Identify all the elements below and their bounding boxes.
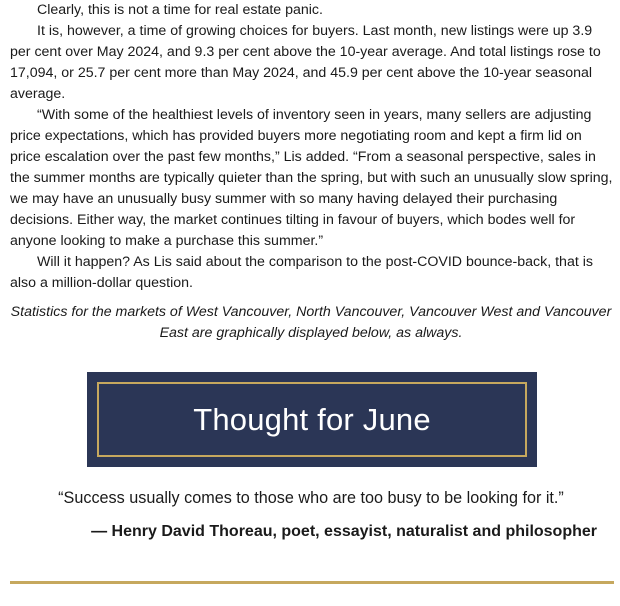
banner-title: Thought for June — [193, 401, 431, 437]
article-body — [10, 0, 614, 294]
paragraph-will-it-happen: Will it happen? As Lis said about the comparison to the post-COVID bounce-back, that is also a million-dollar question. — [10, 254, 593, 291]
banner-frame — [97, 382, 527, 457]
paragraph-listings: It is, however, a time of growing choices for buyers. Last month, new listings were up 3.9 per cent over May 2024, and 9.3 per cent above the 10-year average. And total listings rose to 17,094, or 25.7 per cent more than May 2024, and 45.9 per cent above the 10-year seasonal average. — [10, 23, 601, 102]
statistics-caption: Statistics for the markets of West Vancouver, North Vancouver, Vancouver West and Vancouver East are graphically displayed below, as always. — [10, 304, 612, 341]
paragraph-panic: Clearly, this is not a time for real estate panic. — [37, 2, 323, 18]
quote-text: “Success usually comes to those who are too busy to be looking for it.” — [58, 489, 564, 507]
gold-divider — [10, 581, 614, 584]
thought-banner — [87, 372, 537, 467]
paragraph-lis-quote: “With some of the healthiest levels of inventory seen in years, many sellers are adjusting price expectations, which has provided buyers more negotiating room and kept a firm lid on price escalation over the past few months,” Lis added. “From a seasonal perspective, sales in the summer months are typically quieter than the spring, but with such an unusually slow spring, we may have an unusually busy summer with so many having delayed their purchasing decisions. Either way, the market continues tilting in favour of buyers, which bodes well for anyone looking to make a purchase this summer.” — [10, 107, 613, 249]
quote-attribution: — Henry David Thoreau, poet, essayist, naturalist and philosopher — [91, 523, 597, 540]
